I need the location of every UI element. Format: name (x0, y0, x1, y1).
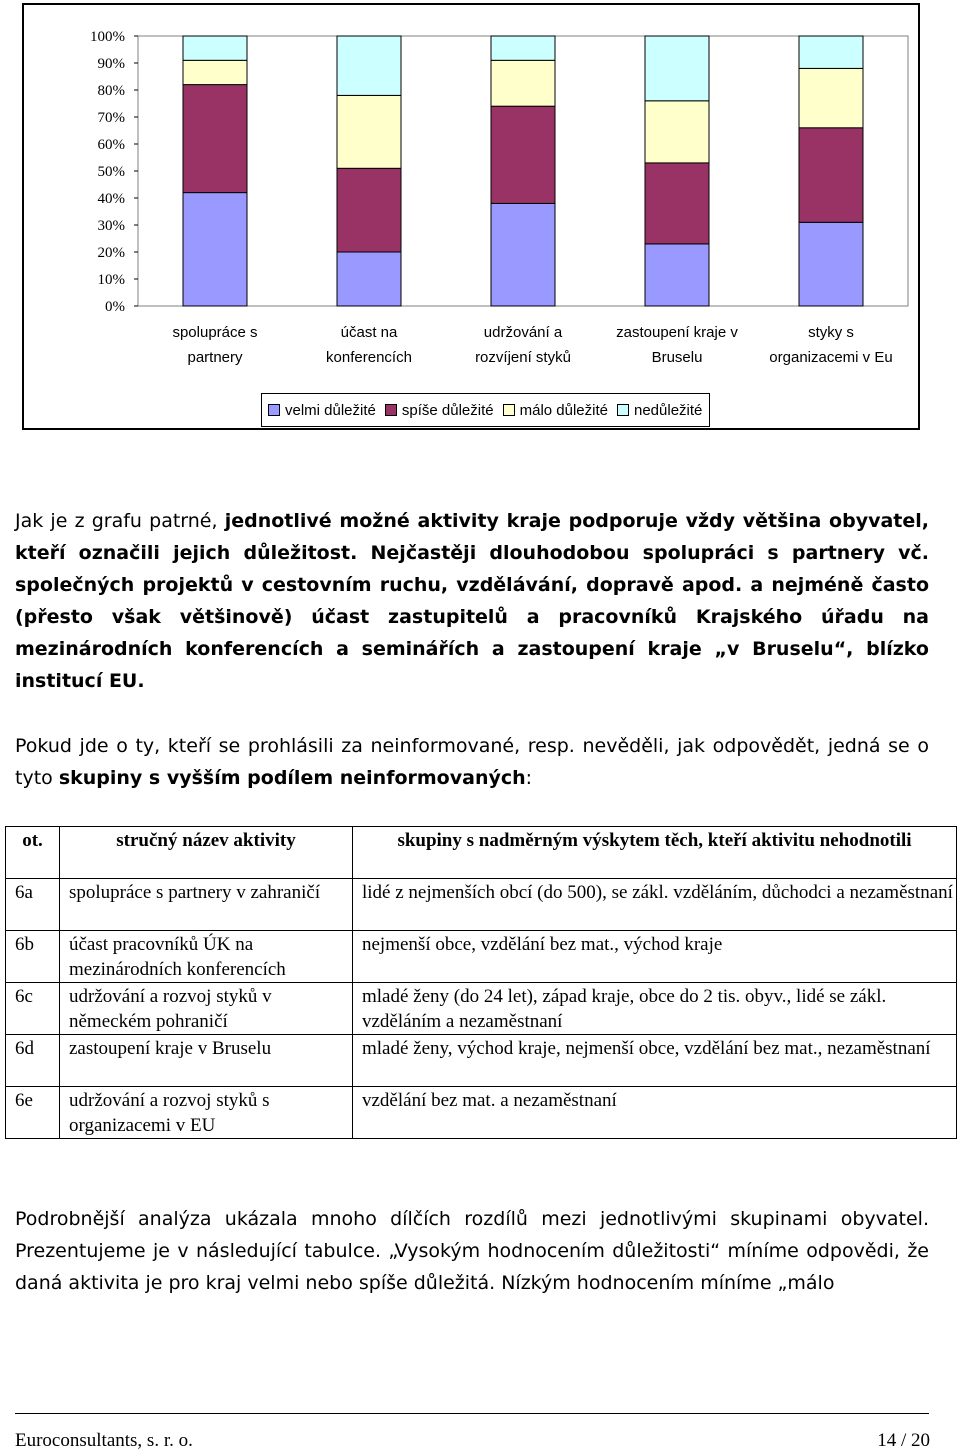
legend-swatch (617, 404, 629, 416)
x-category-label: zastoupení kraje v Bruselu (616, 324, 738, 366)
y-tick-label: 20% (97, 245, 125, 261)
row-groups: nejmenší obce, vzdělání bez mat., východ kraje (353, 931, 957, 983)
bar-segment (645, 36, 709, 101)
header-groups: skupiny s nadměrným výskytem těch, kteří aktivitu nehodnotili (353, 827, 957, 879)
bar-segment (645, 244, 709, 306)
y-tick-label: 10% (97, 272, 125, 288)
row-activity: spolupráce s partnery v zahraničí (60, 879, 353, 931)
table-row (6, 983, 957, 1035)
bar-segment (799, 68, 863, 127)
footer-company: Euroconsultants, s. r. o. (15, 1430, 193, 1451)
table-row (6, 1087, 957, 1139)
bar-segment (337, 252, 401, 306)
x-category-label: styky s organizacemi v Eu (769, 324, 893, 366)
y-tick-label: 40% (97, 191, 125, 207)
table-row (6, 879, 957, 931)
bar-segment (337, 95, 401, 168)
chart-legend (261, 393, 710, 427)
legend-swatch (503, 404, 515, 416)
legend-label: velmi důležité (285, 401, 376, 419)
y-tick-label: 100% (90, 29, 125, 45)
bar-segment (491, 36, 555, 60)
legend-item (503, 402, 608, 419)
bar-segment (183, 60, 247, 84)
row-id: 6e (6, 1087, 60, 1139)
y-tick-label: 90% (97, 56, 125, 72)
legend-label: málo důležité (519, 401, 608, 419)
bar-segment (645, 101, 709, 163)
bar-segment (337, 168, 401, 252)
legend-label: spíše důležité (401, 401, 494, 419)
legend-item (268, 402, 376, 419)
summary-paragraph (15, 505, 929, 697)
row-activity: udržování a rozvoj styků v německém pohraničí (60, 983, 353, 1035)
analysis-paragraph: Podrobnější analýza ukázala mnoho dílčích rozdílů mezi jednotlivými skupinami obyvatel. Prezentujeme je v následující tabulce. „Vysokým hodnocením důležitosti“ míníme odpovědi, že daná aktivita je pro kraj velmi nebo spíše důležitá. Nízkým hodnocením míníme „málo (15, 1208, 929, 1294)
footer-rule (15, 1413, 929, 1414)
row-groups: mladé ženy (do 24 let), západ kraje, obce do 2 tis. obyv., lidé se zákl. vzděláním a nezaměstnaní (353, 983, 957, 1035)
table-row (6, 1035, 957, 1087)
row-id: 6c (6, 983, 60, 1035)
uninformed-colon: : (525, 767, 533, 789)
x-category-label: účast na konferencích (326, 324, 412, 366)
y-tick-label: 0% (105, 299, 125, 315)
y-tick-label: 50% (97, 164, 125, 180)
bar-segment (799, 36, 863, 68)
footer-page-number: 14 / 20 (877, 1430, 930, 1451)
table-row (6, 931, 957, 983)
legend-swatch (385, 404, 397, 416)
bar-segment (799, 128, 863, 223)
bar-segment (337, 36, 401, 95)
row-activity: účast pracovníků ÚK na mezinárodních konferencích (60, 931, 353, 983)
table-header-row (6, 827, 957, 879)
row-id: 6d (6, 1035, 60, 1087)
x-category-label: udržování a rozvíjení styků (475, 324, 571, 366)
bar-segment (183, 36, 247, 60)
y-tick-label: 60% (97, 137, 125, 153)
legend-item (617, 402, 702, 419)
bar-segment (799, 222, 863, 306)
row-id: 6b (6, 931, 60, 983)
summary-bold: jednotlivé možné aktivity kraje podporuje vždy většina obyvatel, kteří označili jejich důležitost. Nejčastěji dlouhodobou spolupráci s partnery vč. společných projektů v cestovním ruchu, vzdělávání, dopravě apod. a nejméně často (přesto však většinově) účast zastupitelů a pracovníků Krajského úřadu na mezinárodních konferencích a seminářích a zastoupení kraje „v Bruselu“, blízko institucí EU. (15, 510, 929, 692)
header-activity: stručný název aktivity (60, 827, 353, 879)
x-category-label: spolupráce s partnery (172, 324, 258, 366)
row-groups: lidé z nejmenších obcí (do 500), se zákl. vzděláním, důchodci a nezaměstnaní (353, 879, 957, 931)
y-tick-label: 30% (97, 218, 125, 234)
uninformed-intro: Pokud jde o ty, kteří se prohlásili za neinformované, resp. nevěděli, jak odpovědět, jedná se o tyto (15, 735, 929, 789)
bar-segment (183, 193, 247, 306)
uninformed-bold: skupiny s vyšším podílem neinformovaných (58, 767, 526, 789)
row-activity: udržování a rozvoj styků s organizacemi v EU (60, 1087, 353, 1139)
bar-segment (491, 106, 555, 203)
row-groups: vzdělání bez mat. a nezaměstnaní (353, 1087, 957, 1139)
summary-intro: Jak je z grafu patrné, (15, 510, 225, 532)
legend-item (385, 402, 494, 419)
bar-segment (491, 60, 555, 106)
y-tick-label: 70% (97, 110, 125, 126)
bar-segment (491, 203, 555, 306)
chart-frame (22, 3, 920, 430)
activity-table (5, 826, 957, 1139)
legend-label: nedůležité (634, 401, 703, 419)
bar-segment (183, 85, 247, 193)
row-id: 6a (6, 879, 60, 931)
header-ot: ot. (6, 827, 60, 879)
y-tick-label: 80% (97, 83, 125, 99)
row-activity: zastoupení kraje v Bruselu (60, 1035, 353, 1087)
legend-swatch (268, 404, 280, 416)
row-groups: mladé ženy, východ kraje, nejmenší obce, vzdělání bez mat., nezaměstnaní (353, 1035, 957, 1087)
bar-segment (645, 163, 709, 244)
uninformed-paragraph (15, 730, 929, 794)
